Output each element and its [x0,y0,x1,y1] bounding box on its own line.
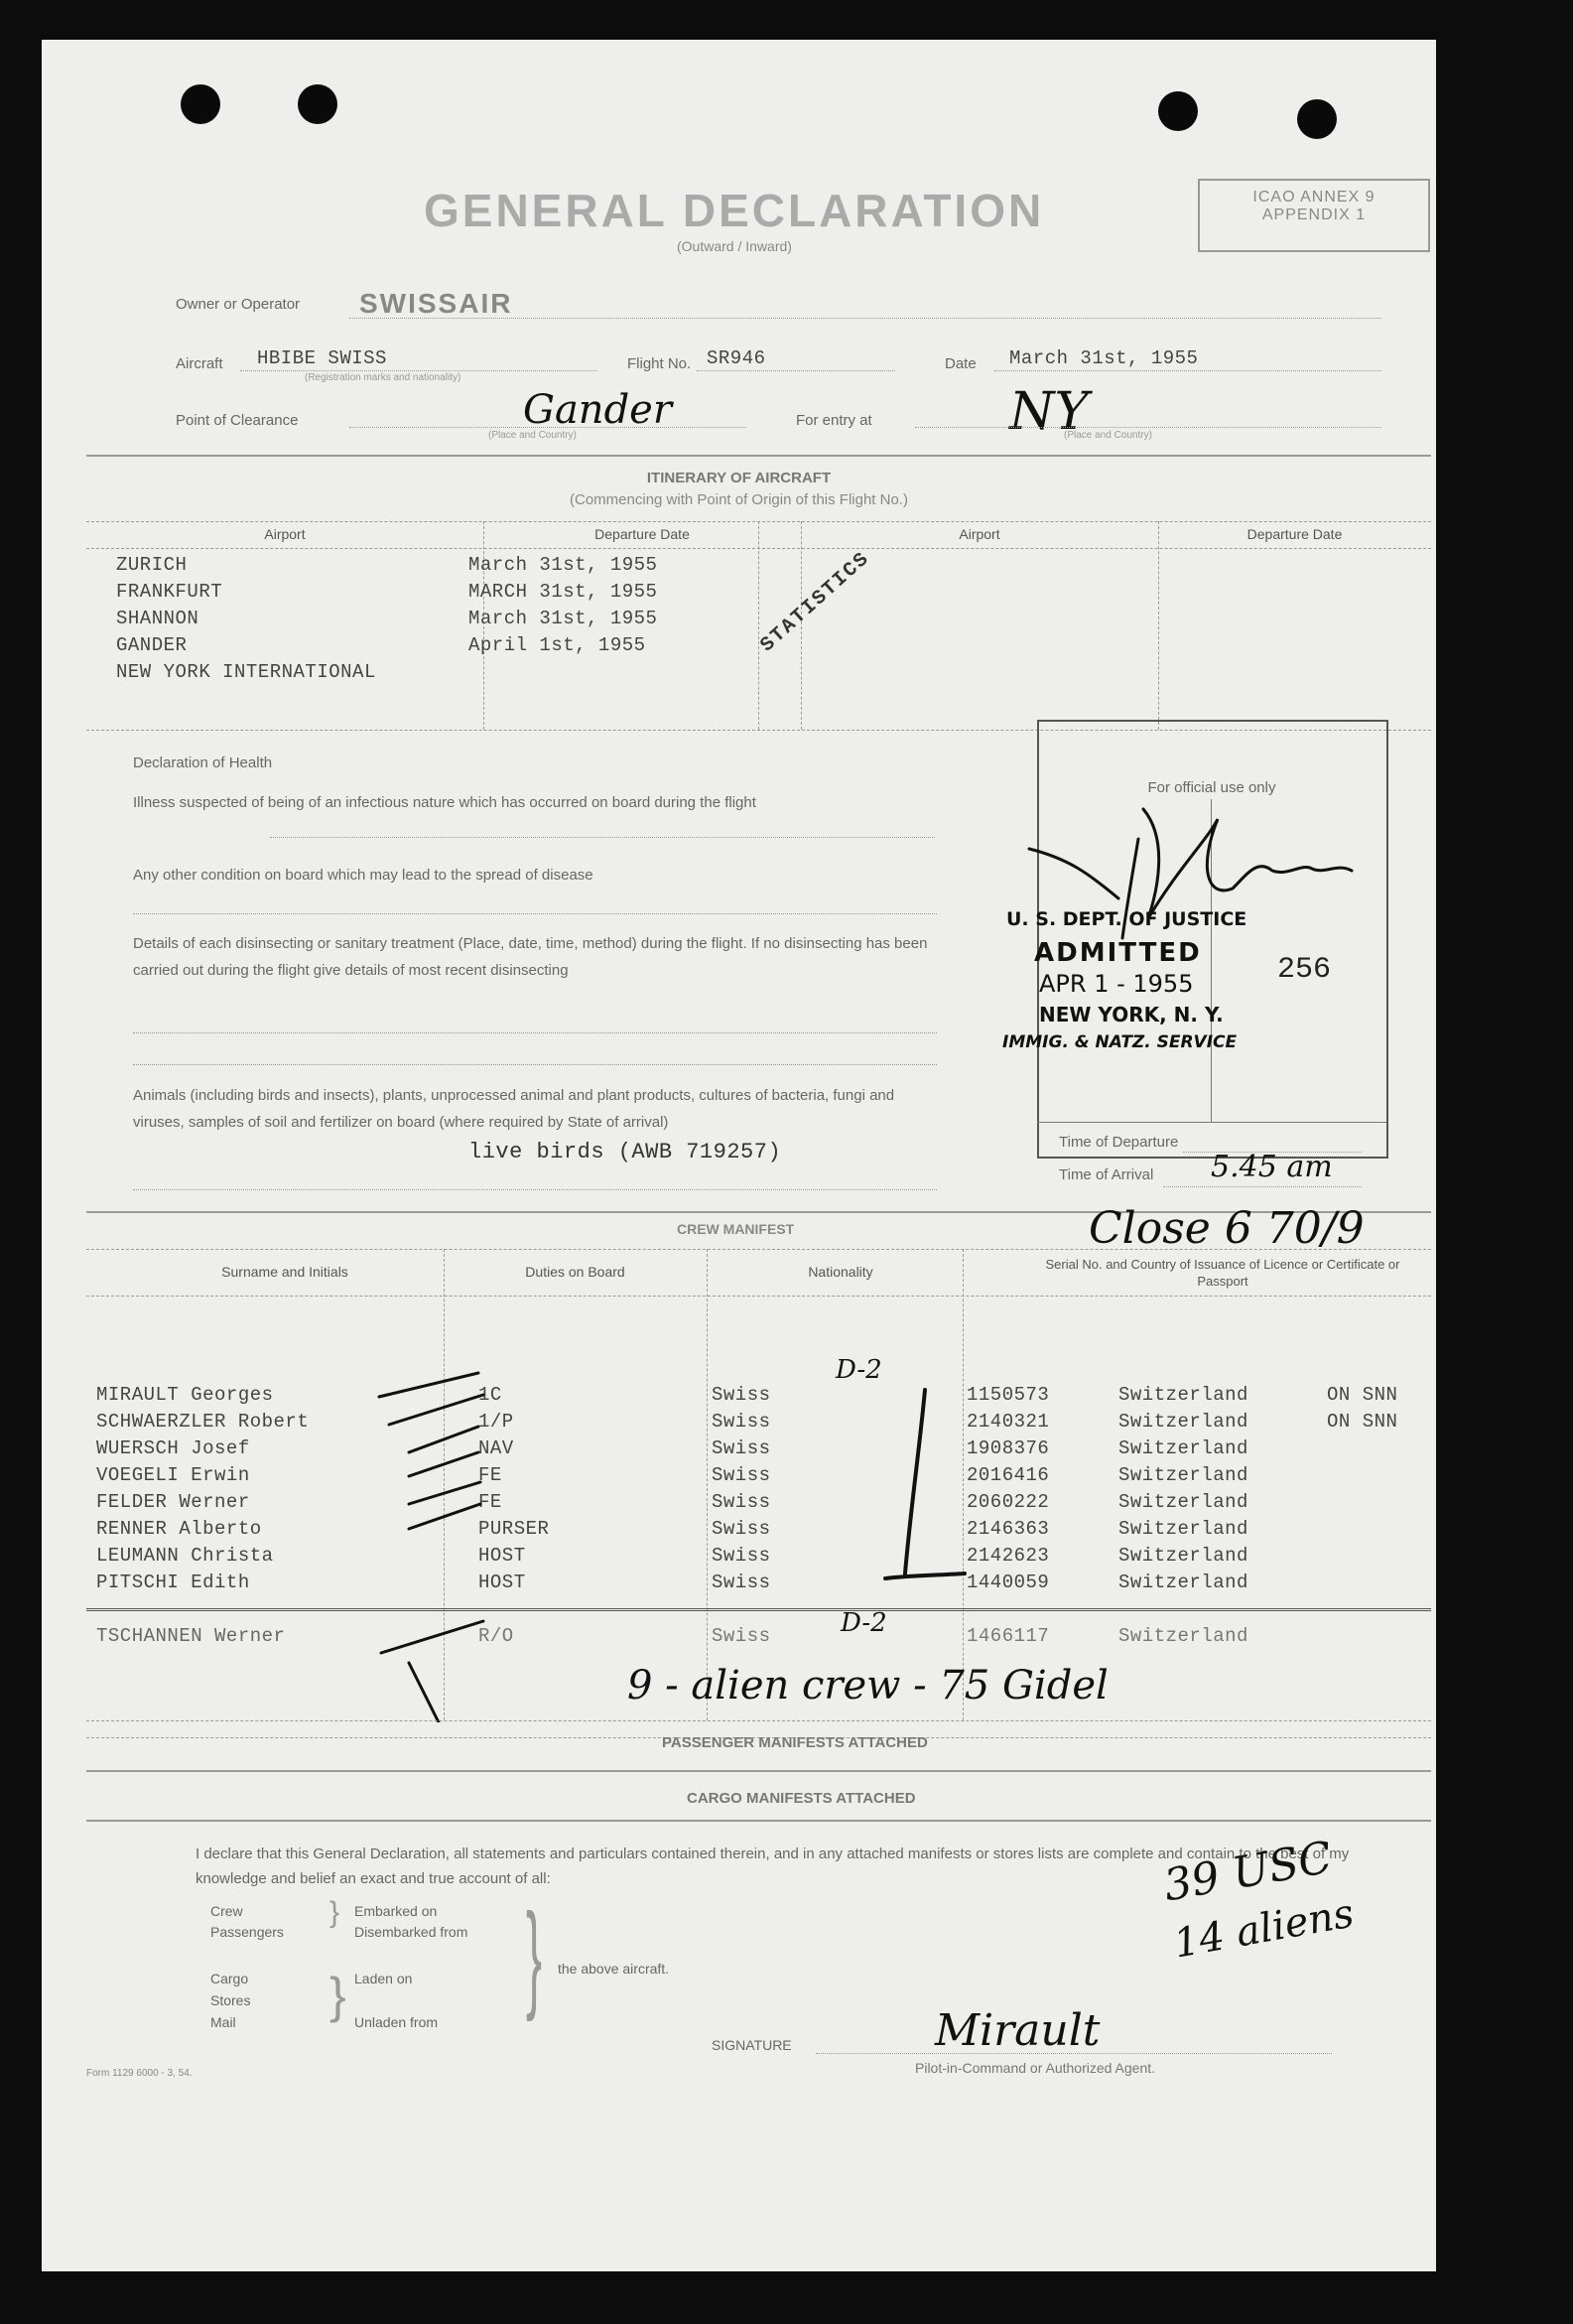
clearance-value: Gander [523,387,672,433]
health-title: Declaration of Health [133,754,273,771]
crew-row-note: ON SNN [1327,1411,1398,1433]
crew-row-nationality: Swiss [712,1384,771,1406]
itinerary-airport: ZURICH [116,554,188,576]
crew-row-nationality: Swiss [712,1518,771,1540]
owner-label: Owner or Operator [176,296,301,313]
crew-row-country: Switzerland [1118,1518,1248,1540]
crew-row-country: Switzerland [1118,1464,1248,1486]
crew-row-nationality: Swiss [712,1464,771,1486]
crew-row-duty: 1/P [478,1411,514,1433]
crew-row-name: RENNER Alberto [96,1518,262,1540]
crew-row-name: VOEGELI Erwin [96,1464,250,1486]
departure-time-label: Time of Departure [1059,1134,1179,1151]
crew-row-country: Switzerland [1118,1545,1248,1567]
crew-mark-d2-bottom: D-2 [841,1608,887,1638]
count-note-line-2: 14 aliens [1170,1890,1358,1968]
annex-box [1198,179,1430,252]
itinerary-date: March 31st, 1955 [468,608,658,629]
crew-row-duty: HOST [478,1572,526,1593]
crew-mark-d2-top: D-2 [836,1355,882,1385]
aircraft-line [240,370,597,371]
registration-note: (Registration marks and nationality) [305,372,461,383]
aircraft-label: Aircraft [176,355,223,372]
date-value: March 31st, 1955 [1009,347,1199,369]
health-q4-answer: live birds (AWB 719257) [468,1140,782,1164]
clearance-label: Point of Clearance [176,412,299,429]
flight-line [697,370,895,371]
clearance-line [349,427,746,428]
crew-row-nationality: Swiss [712,1545,771,1567]
owner-value: SWISSAIR [359,288,513,319]
table-rule [86,1720,1431,1721]
admitted-stamp-line-3: APR 1 - 1955 [1039,970,1194,998]
arrival-line [1163,1186,1362,1187]
entry-value: NY [1009,382,1089,442]
crew-row-country: Switzerland [1118,1384,1248,1406]
itinerary-header-airport-2: Airport [959,526,1000,542]
table-column-rule [758,521,759,730]
crew-row-nationality: Swiss [712,1625,771,1647]
itinerary-title: ITINERARY OF AIRCRAFT [646,470,832,486]
declaration-above-aircraft: the above aircraft. [558,1961,670,1977]
itinerary-header-date: Departure Date [594,526,690,542]
itinerary-airport: SHANNON [116,608,199,629]
form-number: Form 1129 6000 - 3, 54. [86,2068,193,2079]
declaration-cargo: Cargo [210,1971,249,1986]
crew-row-serial: 2140321 [967,1411,1050,1433]
form-subtitle: (Outward / Inward) [677,238,792,254]
crew-row-serial: 1466117 [967,1625,1050,1647]
divider [86,1770,1431,1772]
itinerary-airport: FRANKFURT [116,581,223,603]
declaration-crew: Crew [210,1903,243,1919]
official-number: 256 [1277,953,1332,987]
declaration-text: I declare that this General Declaration, all statements and particulars contained therein, and in any attached manifests or stores lists are complete and contain to the best of my knowledge and belief an exact and true account of all: [196,1846,1350,1887]
admitted-stamp-line-4: NEW YORK, N. Y. [1039,1003,1224,1026]
answer-line [133,913,937,914]
owner-line [349,318,1381,319]
table-column-rule [1158,521,1159,730]
answer-line [133,1032,937,1033]
table-rule [86,1249,1431,1250]
admitted-stamp-line-1: U. S. DEPT. OF JUSTICE [1006,908,1247,930]
crew-row-serial: 2146363 [967,1518,1050,1540]
date-label: Date [945,355,977,372]
place-note-2: (Place and Country) [1064,430,1152,441]
crew-row-name: LEUMANN Christa [96,1545,274,1567]
crew-row-country: Switzerland [1118,1491,1248,1513]
aircraft-value: HBIBE SWISS [257,347,387,369]
crew-row-country: Switzerland [1118,1572,1248,1593]
declaration-unladen: Unladen from [354,2014,439,2030]
statistics-stamp: STATISTICS [756,547,875,658]
crew-row-name: FELDER Werner [96,1491,250,1513]
place-note-1: (Place and Country) [488,430,577,441]
crew-row-country: Switzerland [1118,1625,1248,1647]
signature-line [816,2053,1332,2054]
crew-row-duty: PURSER [478,1518,550,1540]
crew-header-name: Surname and Initials [221,1264,348,1280]
official-use-title: For official use only [1147,779,1276,796]
itinerary-header-airport: Airport [264,526,306,542]
itinerary-date: MARCH 31st, 1955 [468,581,658,603]
crew-row-serial: 2060222 [967,1491,1050,1513]
arrival-time-label: Time of Arrival [1059,1166,1154,1183]
signature-label: SIGNATURE [712,2037,792,2053]
crew-row-duty: R/O [478,1625,514,1647]
divider [86,1820,1431,1822]
arrival-time-value: 5.45 am [1211,1150,1333,1184]
table-rule [86,1296,1431,1297]
crew-row-nationality: Swiss [712,1411,771,1433]
flight-label: Flight No. [627,355,692,372]
crew-row-name: SCHWAERZLER Robert [96,1411,310,1433]
declaration-laden: Laden on [354,1971,413,1986]
annex-line-2: APPENDIX 1 [1261,206,1367,223]
declaration-sheet [42,40,1436,2271]
punch-hole [1297,99,1337,139]
answer-line [133,1064,937,1065]
itinerary-date: April 1st, 1955 [468,634,646,656]
itinerary-date: March 31st, 1955 [468,554,658,576]
health-q2: Any other condition on board which may lead to the spread of disease [133,867,593,884]
crew-header-duty: Duties on Board [525,1264,625,1280]
health-q3: Details of each disinsecting or sanitary treatment (Place, date, time, method) during the flight. If no disinsecting has been carried out during the flight give details of most recent disinsecting [133,935,928,979]
flight-value: SR946 [707,347,766,369]
itinerary-airport: GANDER [116,634,188,656]
declaration-mail: Mail [210,2014,236,2030]
crew-row-name: TSCHANNEN Werner [96,1625,286,1647]
crew-row-duty: NAV [478,1437,514,1459]
crew-row-note: ON SNN [1327,1384,1398,1406]
crew-row-duty: FE [478,1491,502,1513]
crew-close-annotation: Close 6 70/9 [1089,1203,1365,1254]
punch-hole [298,84,337,124]
crew-total-note: 9 - alien crew - 75 Gidel [627,1663,1109,1709]
signer-note: Pilot-in-Command or Authorized Agent. [915,2060,1156,2076]
crew-row-name: MIRAULT Georges [96,1384,274,1406]
crew-row-nationality: Swiss [712,1491,771,1513]
passenger-manifests-text: PASSENGER MANIFESTS ATTACHED [662,1734,928,1751]
answer-line [133,1189,937,1190]
annex-line-1: ICAO ANNEX 9 [1252,189,1376,205]
crew-row-nationality: Swiss [712,1437,771,1459]
divider [86,455,1431,457]
crew-header-nationality: Nationality [808,1264,873,1280]
crew-header-serial: Serial No. and Country of Issuance of Licence or Certificate or Passport [1045,1257,1400,1289]
entry-line [915,427,1381,428]
brace: } [329,1968,346,2023]
crew-manifest-title: CREW MANIFEST [677,1221,795,1237]
crew-row-serial: 1150573 [967,1384,1050,1406]
crew-row-duty: 1C [478,1384,502,1406]
cargo-manifests-text: CARGO MANIFESTS ATTACHED [687,1790,916,1807]
crew-row-duty: FE [478,1464,502,1486]
brace: } [329,1896,340,1929]
admitted-stamp-line-2: ADMITTED [1034,938,1202,968]
punch-hole [181,84,220,124]
itinerary-subtitle: (Commencing with Point of Origin of this Flight No.) [570,491,908,508]
entry-label: For entry at [796,412,872,429]
date-line [994,370,1381,371]
official-use-divider [1037,1122,1386,1123]
health-q4: Animals (including birds and insects), plants, unprocessed animal and plant products, cultures of bacteria, fungi and viruses, samples of soil and fertilizer on board (where required by State of arrival) [133,1087,895,1131]
brace: } [526,1889,543,2022]
form-title: GENERAL DECLARATION [424,185,1045,236]
admitted-stamp-line-5: IMMIG. & NATZ. SERVICE [1002,1032,1238,1052]
declaration-passengers: Passengers [210,1924,284,1940]
crew-row-duty: HOST [478,1545,526,1567]
crew-row-country: Switzerland [1118,1411,1248,1433]
declaration-embarked: Embarked on [354,1903,438,1919]
declaration-stores: Stores [210,1992,251,2008]
punch-hole [1158,91,1198,131]
crew-row-name: PITSCHI Edith [96,1572,250,1593]
crew-row-serial: 1440059 [967,1572,1050,1593]
crew-row-serial: 1908376 [967,1437,1050,1459]
count-note-line-1: 39 USC [1159,1832,1337,1912]
crew-row-name: WUERSCH Josef [96,1437,250,1459]
answer-line [270,837,935,838]
crew-row-serial: 2142623 [967,1545,1050,1567]
itinerary-airport: NEW YORK INTERNATIONAL [116,661,376,683]
health-q1: Illness suspected of being of an infectious nature which has occurred on board during the flight [133,794,756,811]
signature: Mirault [935,2005,1101,2056]
crew-row-country: Switzerland [1118,1437,1248,1459]
crew-row-nationality: Swiss [712,1572,771,1593]
declaration-disembarked: Disembarked from [354,1924,468,1940]
itinerary-header-date-2: Departure Date [1246,526,1343,542]
crew-row-serial: 2016416 [967,1464,1050,1486]
